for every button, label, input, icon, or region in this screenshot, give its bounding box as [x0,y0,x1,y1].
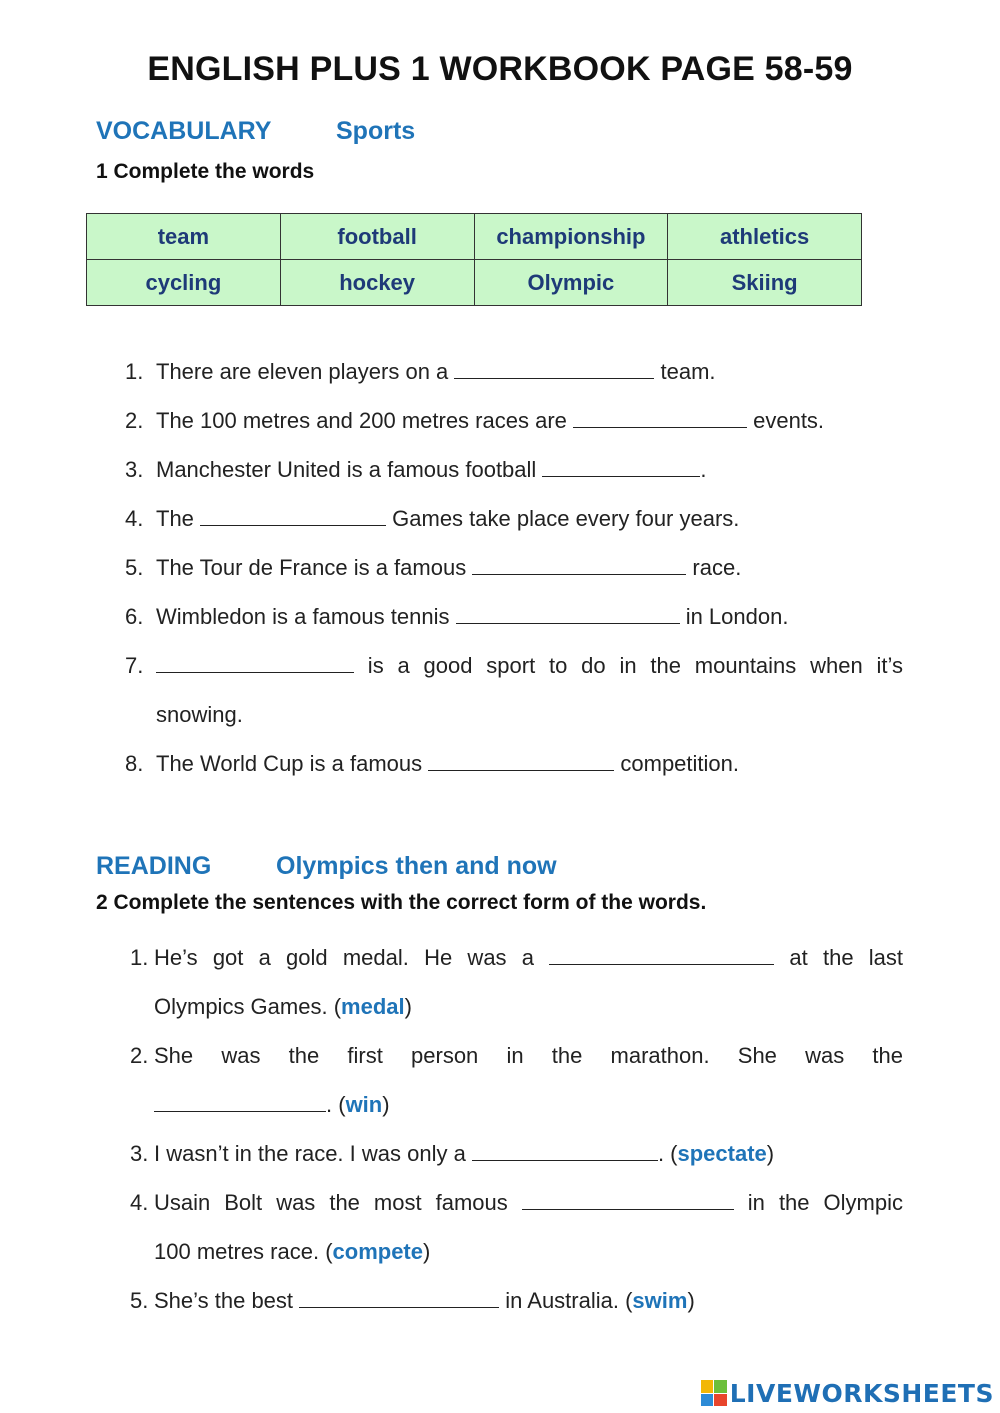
question-text: ) [766,1141,775,1166]
liveworksheets-logo[interactable] [701,1376,994,1410]
word-bank-cell: Skiing [668,260,862,306]
word-bank-cell: championship [474,214,668,260]
question-text: The 100 metres and 200 metres races are [156,408,573,433]
vocab-question-7 [125,641,905,739]
word-bank-cell: football [280,214,474,260]
question-text: The World Cup is a famous [156,751,429,776]
word-bank-row [87,260,862,306]
question-number: 4. [130,1190,149,1215]
liveworksheets-brand-text: LIVEWORKSHEETS [729,1378,994,1408]
question-text: Olympics Games. ( [154,994,342,1019]
question-number: 2. [130,1043,149,1068]
answer-blank[interactable] [200,503,386,526]
question-text: events. [747,408,825,433]
question-text: . ( [326,1092,346,1117]
answer-blank[interactable] [454,356,654,379]
answer-blank[interactable] [549,942,774,965]
question-number: 3. [130,1141,149,1166]
question-number: 1. [125,359,144,384]
question-text: in Australia. ( [499,1288,633,1313]
reading-topic: Olympics then and now [276,852,557,880]
word-bank-cell: team [87,214,281,260]
question-number: 8. [125,751,144,776]
answer-blank[interactable] [299,1285,499,1308]
question-number: 5. [125,555,144,580]
question-text: The Tour de France is a famous [156,555,473,580]
answer-blank[interactable] [472,1138,658,1161]
question-text: at the last [774,945,903,970]
question-text: The [156,506,201,531]
question-text: ) [687,1288,695,1313]
question-number: 3. [125,457,144,482]
reading-label: READING [96,852,212,880]
question-text: Wimbledon is a famous tennis [156,604,456,629]
question-text: team. [654,359,716,384]
question-text: . ( [657,1141,678,1166]
vocabulary-topic: Sports [336,117,416,145]
question-number: 2. [125,408,144,433]
question-text: 100 metres race. ( [154,1239,333,1264]
reading-question-4 [130,1178,905,1276]
word-bank-cell: hockey [280,260,474,306]
question-text: Games take place every four years. [386,506,740,531]
answer-blank[interactable] [428,748,614,771]
answer-blank[interactable] [573,405,747,428]
question-text: There are eleven players on a [156,359,455,384]
question-text: She was the first person in the marathon. She was the [154,1043,903,1068]
vocabulary-label: VOCABULARY [96,117,272,145]
word-bank-cell: athletics [668,214,862,260]
word-hint: swim [632,1288,688,1313]
question-number: 4. [125,506,144,531]
question-number: 7. [125,653,144,678]
question-number: 5. [130,1288,149,1313]
question-text: ) [404,994,412,1019]
question-text: ) [423,1239,431,1264]
question-number: 1. [130,945,149,970]
answer-blank[interactable] [154,1089,326,1112]
question-text: is a good sport to do in the mountains when it’s [354,653,903,678]
word-hint: win [345,1092,383,1117]
page-title: ENGLISH PLUS 1 WORKBOOK PAGE 58-59 [147,50,853,88]
answer-blank[interactable] [456,601,680,624]
word-hint: spectate [677,1141,767,1166]
word-hint: compete [332,1239,423,1264]
question-text: He’s got a gold medal. He was a [154,945,550,970]
question-text: Manchester United is a famous football [156,457,543,482]
reading-question-2 [130,1031,905,1129]
word-bank-cell: cycling [87,260,281,306]
question-number: 6. [125,604,144,629]
question-text: in the Olympic [733,1190,903,1215]
answer-blank[interactable] [156,650,354,673]
answer-blank[interactable] [472,552,686,575]
question-text: She’s the best [154,1288,300,1313]
question-text: snowing. [156,702,243,727]
word-bank-cell: Olympic [474,260,668,306]
question-text: race. [686,555,742,580]
vocabulary-heading [96,117,416,146]
word-bank-row [87,214,862,260]
question-text: . [700,457,707,482]
liveworksheets-logo-icon [701,1380,727,1406]
reading-question-1 [130,933,905,1031]
question-text: in London. [679,604,789,629]
vocabulary-instruction: 1 Complete the words [96,160,315,183]
question-text: competition. [614,751,739,776]
answer-blank[interactable] [522,1187,734,1210]
question-text: ) [382,1092,390,1117]
answer-blank[interactable] [542,454,700,477]
word-bank-table [86,213,862,306]
reading-heading [96,852,557,881]
question-text: Usain Bolt was the most famous [154,1190,522,1215]
question-text: I wasn’t in the race. I was only a [154,1141,472,1166]
reading-instruction: 2 Complete the sentences with the correct form of the words. [96,891,707,914]
word-hint: medal [341,994,405,1019]
